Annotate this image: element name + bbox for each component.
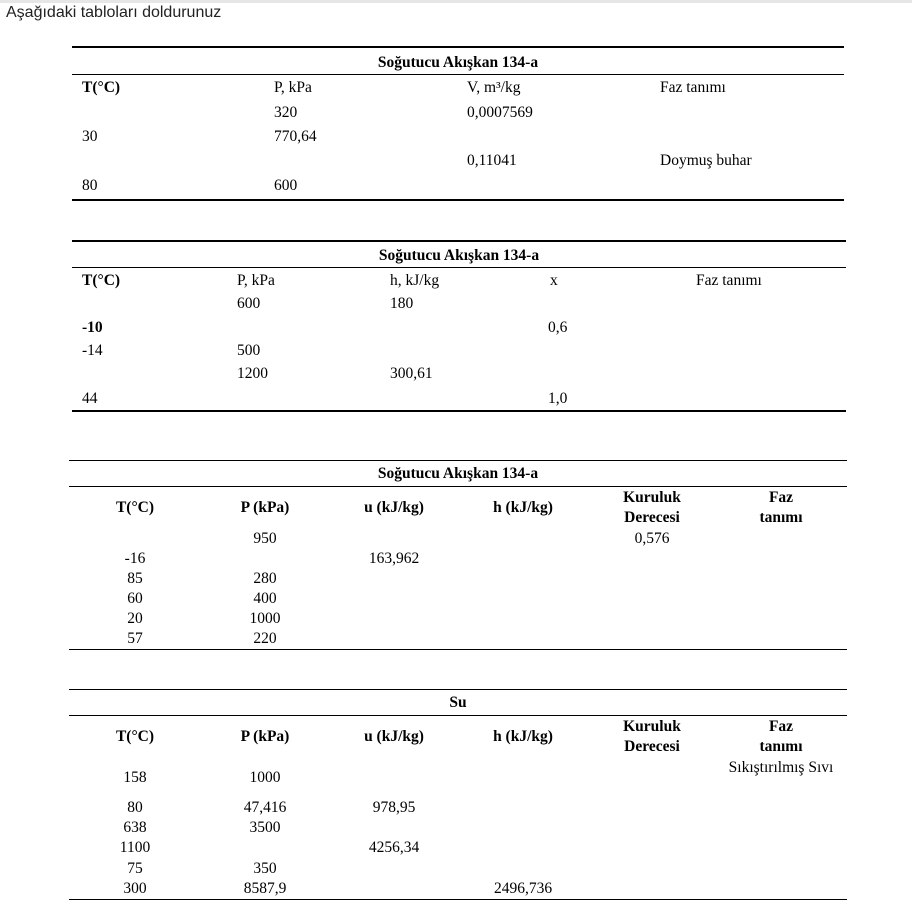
table-2-header-rule	[72, 267, 846, 268]
table-1-bottom-rule	[72, 199, 844, 201]
table-4-cell: 1100	[119, 839, 151, 856]
table-4	[69, 689, 847, 901]
top-border	[0, 0, 912, 3]
table-2-header-phase: Faz tanımı	[696, 272, 762, 289]
table-4-cell: 2496,736	[493, 880, 553, 897]
table-3-cell: 163,962	[368, 550, 420, 567]
table-4-cell: 158	[123, 769, 147, 786]
table-3-cell: 280	[253, 570, 277, 587]
table-3-cell: 60	[127, 590, 143, 607]
table-4-cell: 1000	[249, 769, 281, 786]
table-2-cell: -14	[82, 342, 103, 359]
table-2-cell: 1,0	[548, 390, 568, 407]
table-1-header-t: T(°C)	[82, 79, 121, 96]
table-3-cell: 400	[253, 590, 277, 607]
table-2-top-rule	[72, 240, 846, 242]
table-2-cell: 1200	[237, 365, 268, 382]
table-4-cell: Sıkıştırılmış Sıvı	[728, 759, 834, 776]
table-3-cell: 85	[127, 570, 143, 587]
table-3-bottom-rule	[69, 649, 847, 650]
table-2-header-h: h, kJ/kg	[390, 272, 440, 289]
table-4-header-phase: Faz tanımı	[759, 718, 803, 755]
table-3-cell: 0,576	[634, 530, 670, 547]
table-3-cell: 1000	[249, 610, 281, 627]
table-2-header-t: T(°C)	[82, 272, 121, 289]
table-3-top-rule	[69, 460, 847, 461]
table-3-header-quality: Kuruluk Derecesi	[623, 489, 681, 526]
table-4-cell: 4256,34	[368, 839, 420, 856]
table-1-header-rule	[72, 74, 844, 75]
table-1	[72, 46, 844, 202]
table-3-header-h: h (kJ/kg)	[493, 499, 553, 516]
table-3-header-rule	[69, 486, 847, 487]
table-1-cell: 600	[274, 177, 298, 194]
table-4-cell: 350	[253, 860, 277, 877]
table-3-header-p: P (kPa)	[240, 499, 290, 516]
table-2-cell: 600	[237, 295, 261, 312]
table-4-header-u: u (kJ/kg)	[364, 728, 424, 745]
table-2-cell: 0,6	[548, 319, 568, 336]
table-4-header-t: T(°C)	[115, 728, 155, 745]
table-3-cell: 57	[127, 630, 143, 647]
table-3-header-phase: Faz tanımı	[759, 489, 803, 526]
table-3-cell: 220	[253, 630, 277, 647]
table-1-cell: 320	[274, 104, 298, 121]
table-1-cell: 770,64	[274, 128, 317, 145]
table-4-header-h: h (kJ/kg)	[493, 728, 553, 745]
table-1-cell: 0,11041	[467, 152, 517, 169]
table-1-cell: 80	[82, 177, 98, 194]
table-4-top-rule	[69, 689, 847, 690]
table-1-top-rule	[72, 46, 844, 48]
table-1-header-p: P, kPa	[274, 79, 312, 96]
table-4-header-p: P (kPa)	[240, 728, 290, 745]
table-1-header-phase: Faz tanımı	[660, 79, 726, 96]
table-4-cell: 3500	[249, 819, 281, 836]
table-2-cell: 300,61	[390, 365, 433, 382]
table-3-cell: 950	[253, 530, 277, 547]
table-4-cell: 978,95	[372, 799, 416, 816]
table-2-cell: 44	[82, 390, 98, 407]
table-4-cell: 8587,9	[243, 880, 287, 897]
table-4-header-rule	[69, 715, 847, 716]
table-2-title: Soğutucu Akışkan 134-a	[378, 247, 540, 264]
table-1-title: Soğutucu Akışkan 134-a	[377, 54, 539, 71]
table-4-cell: 80	[127, 799, 143, 816]
page-heading: Aşağıdaki tabloları doldurunuz	[6, 4, 222, 21]
table-4-bottom-rule	[69, 899, 847, 900]
table-1-cell: 0,0007569	[467, 104, 533, 121]
table-3	[69, 460, 847, 652]
table-2-cell: 500	[237, 342, 261, 359]
table-3-title: Soğutucu Akışkan 134-a	[377, 465, 539, 482]
table-4-cell: 75	[127, 860, 143, 877]
table-1-cell: 30	[82, 128, 98, 145]
table-2-header-p: P, kPa	[237, 272, 275, 289]
table-2-cell: -10	[82, 319, 103, 336]
table-4-cell: 638	[123, 819, 147, 836]
table-3-cell: 20	[127, 610, 143, 627]
table-1-header-v: V, m³/kg	[467, 79, 521, 96]
table-4-header-quality: Kuruluk Derecesi	[623, 718, 681, 755]
table-2-header-x: x	[550, 272, 558, 289]
table-3-header-t: T(°C)	[115, 499, 155, 516]
table-1-cell: Doymuş buhar	[660, 152, 752, 169]
table-4-title: Su	[449, 694, 467, 711]
table-2-bottom-rule	[72, 410, 846, 412]
table-3-header-u: u (kJ/kg)	[364, 499, 424, 516]
table-2	[72, 240, 846, 414]
table-4-cell: 300	[123, 880, 147, 897]
table-2-cell: 180	[390, 295, 414, 312]
table-4-cell: 47,416	[243, 799, 287, 816]
table-3-cell: -16	[124, 550, 146, 567]
